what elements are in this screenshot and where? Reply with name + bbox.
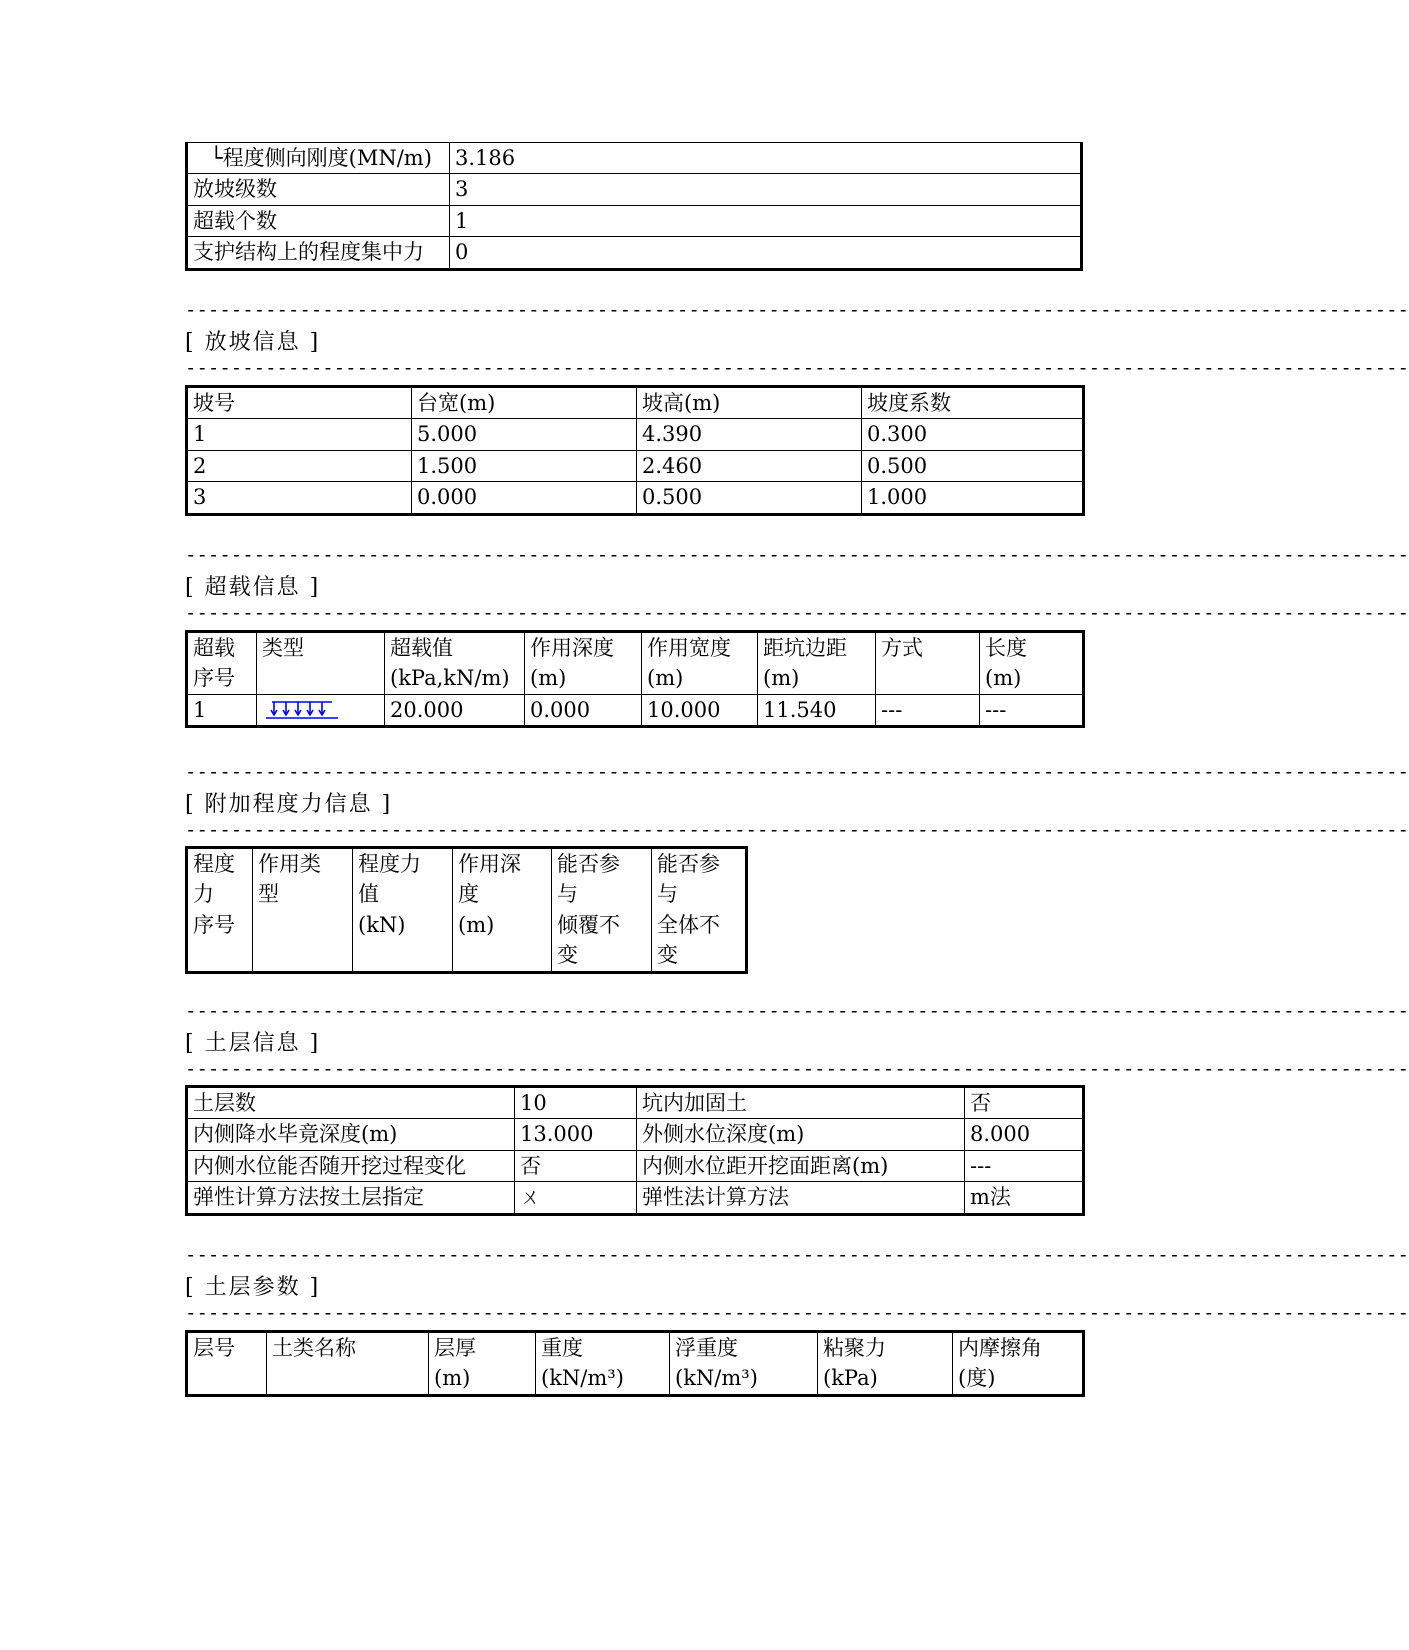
table-row: [187, 1150, 1084, 1181]
table-cell: 13.000: [515, 1119, 637, 1150]
divider-line: -----------------------------------------------------------------------------------------------------------: [185, 602, 1409, 624]
table-header-row: [187, 387, 1084, 419]
table-cell: ㄨ: [515, 1182, 637, 1214]
table-cell: ---: [980, 694, 1084, 726]
soil-params-table-block: [185, 1330, 1085, 1397]
table-row: [187, 1182, 1084, 1214]
header-cell: 作用深度 (m): [525, 632, 642, 695]
table-cell: 内侧水位距开挖面距离(m): [637, 1150, 965, 1181]
table-cell: 10.000: [642, 694, 758, 726]
table-cell: ---: [965, 1150, 1084, 1181]
header-cell: 程度 力 序号: [187, 848, 253, 973]
table-header-row: [187, 632, 1084, 695]
table-cell: 3: [450, 174, 1082, 205]
divider-line: -----------------------------------------------------------------------------------------------------------: [185, 819, 1409, 841]
table-cell: 否: [965, 1087, 1084, 1119]
header-cell: 程度力 值 (kN): [353, 848, 453, 973]
table-cell: 支护结构上的程度集中力: [187, 237, 450, 269]
section-title-slope: [ 放坡信息 ]: [185, 330, 321, 355]
header-cell: 浮重度 (kN/m³): [670, 1332, 818, 1396]
table-row: [187, 482, 1084, 514]
table-cell: 超载个数: [187, 205, 450, 236]
surcharge-table: [185, 630, 1085, 728]
table-cell: [257, 694, 385, 726]
table-header-row: [187, 848, 747, 973]
table-cell: 内侧水位能否随开挖过程变化: [187, 1150, 515, 1181]
header-cell: 距坑边距 (m): [758, 632, 876, 695]
table-cell: 1.500: [412, 450, 637, 481]
header-cell: 能否参 与 全体不 变: [652, 848, 747, 973]
table-cell: ---: [876, 694, 980, 726]
table-row: [187, 174, 1082, 205]
header-cell: 台宽(m): [412, 387, 637, 419]
uniform-load-icon: [262, 697, 342, 723]
top-table: [185, 142, 1083, 271]
header-cell: 坡号: [187, 387, 412, 419]
section-title-surcharge: [ 超载信息 ]: [185, 575, 321, 600]
slope-table: [185, 385, 1085, 516]
table-cell: 放坡级数: [187, 174, 450, 205]
table-cell: 土层数: [187, 1087, 515, 1119]
table-cell: 1.000: [862, 482, 1084, 514]
table-header-row: [187, 1332, 1084, 1396]
table-cell: 0.000: [525, 694, 642, 726]
surcharge-table-block: [185, 630, 1085, 728]
table-cell: 弹性计算方法按土层指定: [187, 1182, 515, 1214]
table-row: [187, 1087, 1084, 1119]
table-cell: 1: [187, 694, 257, 726]
table-row: [187, 450, 1084, 481]
table-cell: 弹性法计算方法: [637, 1182, 965, 1214]
section-title-soil-info: [ 土层信息 ]: [185, 1031, 321, 1056]
header-cell: 粘聚力 (kPa): [818, 1332, 953, 1396]
table-cell: 11.540: [758, 694, 876, 726]
table-cell: 8.000: [965, 1119, 1084, 1150]
table-row: [187, 143, 1082, 174]
top-table-block: [185, 142, 1083, 271]
section-title-soil-params: [ 土层参数 ]: [185, 1275, 321, 1300]
table-cell: 5.000: [412, 419, 637, 450]
soil-info-table-block: [185, 1085, 1085, 1216]
table-cell: 3: [187, 482, 412, 514]
table-row: [187, 1119, 1084, 1150]
table-cell: 否: [515, 1150, 637, 1181]
divider-line: -----------------------------------------------------------------------------------------------------------: [185, 761, 1409, 783]
table-cell: 2.460: [637, 450, 862, 481]
table-cell: 3.186: [450, 143, 1082, 174]
table-cell: 0.500: [637, 482, 862, 514]
table-cell: 1: [187, 419, 412, 450]
extra-force-table: [185, 846, 748, 974]
header-cell: 层号: [187, 1332, 267, 1396]
header-cell: 内摩擦角 (度): [953, 1332, 1084, 1396]
divider-line: -----------------------------------------------------------------------------------------------------------: [185, 1058, 1409, 1080]
table-cell: 10: [515, 1087, 637, 1119]
extra-force-table-block: [185, 846, 748, 974]
header-cell: 长度 (m): [980, 632, 1084, 695]
table-cell: 0: [450, 237, 1082, 269]
header-cell: 方式: [876, 632, 980, 695]
table-cell: 内侧降水毕竟深度(m): [187, 1119, 515, 1150]
table-cell: 20.000: [385, 694, 525, 726]
header-cell: 超载 序号: [187, 632, 257, 695]
header-cell: 超载值 (kPa,kN/m): [385, 632, 525, 695]
divider-line: -----------------------------------------------------------------------------------------------------------: [185, 1302, 1409, 1324]
table-row: [187, 419, 1084, 450]
divider-line: -----------------------------------------------------------------------------------------------------------: [185, 544, 1409, 566]
table-cell: m法: [965, 1182, 1084, 1214]
divider-line: -----------------------------------------------------------------------------------------------------------: [185, 357, 1409, 379]
header-cell: 类型: [257, 632, 385, 695]
header-cell: 坡高(m): [637, 387, 862, 419]
table-cell: 2: [187, 450, 412, 481]
header-cell: 重度 (kN/m³): [536, 1332, 670, 1396]
header-cell: 作用宽度 (m): [642, 632, 758, 695]
header-cell: 坡度系数: [862, 387, 1084, 419]
header-cell: 作用类 型: [253, 848, 353, 973]
slope-table-block: [185, 385, 1085, 516]
header-cell: 层厚 (m): [429, 1332, 536, 1396]
table-cell: 外侧水位深度(m): [637, 1119, 965, 1150]
soil-info-table: [185, 1085, 1085, 1216]
header-cell: 能否参 与 倾覆不 变: [552, 848, 652, 973]
table-cell: └程度侧向刚度(MN/m): [187, 143, 450, 174]
section-title-extra-force: [ 附加程度力信息 ]: [185, 792, 393, 817]
divider-line: -----------------------------------------------------------------------------------------------------------: [185, 1000, 1409, 1022]
table-cell: 0.500: [862, 450, 1084, 481]
header-cell: 土类名称: [267, 1332, 429, 1396]
header-cell: 作用深 度 (m): [453, 848, 552, 973]
table-row: [187, 205, 1082, 236]
table-row: [187, 237, 1082, 269]
table-row: [187, 694, 1084, 726]
table-cell: 0.000: [412, 482, 637, 514]
table-cell: 1: [450, 205, 1082, 236]
soil-params-table: [185, 1330, 1085, 1397]
table-cell: 0.300: [862, 419, 1084, 450]
divider-line: -----------------------------------------------------------------------------------------------------------: [185, 1244, 1409, 1266]
divider-line: -----------------------------------------------------------------------------------------------------------: [185, 299, 1409, 321]
table-cell: 坑内加固土: [637, 1087, 965, 1119]
table-cell: 4.390: [637, 419, 862, 450]
